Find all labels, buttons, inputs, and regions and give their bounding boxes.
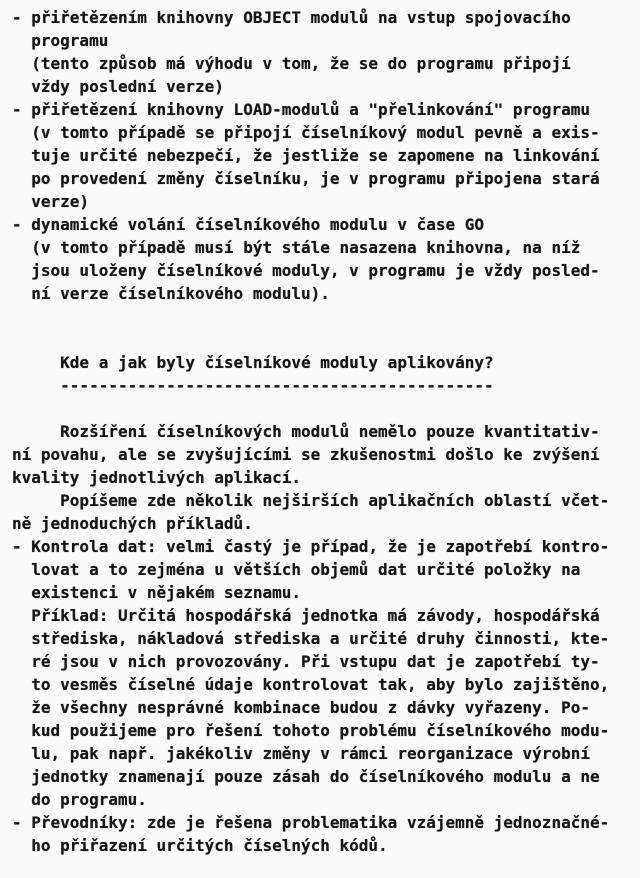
text-line [12, 397, 640, 420]
text-line: Kde a jak byly číselníkové moduly aplikovány? [12, 353, 494, 372]
text-line: - Převodníky: zde je řešena problematika vzájemně jednoznačné- [12, 813, 610, 832]
text-line: lu, pak např. jakékoliv změny v rámci reorganizace výrobní [12, 744, 590, 763]
text-line: kvality jednotlivých aplikací. [12, 468, 301, 487]
text-line: tuje určité nebezpečí, že jestliže se zapomene na linkování [12, 146, 600, 165]
text-line: ré jsou v nich provozovány. Při vstupu dat je zapotřebí ty- [12, 652, 600, 671]
text-line: jsou uloženy číselníkové moduly, v programu je vždy posled- [12, 261, 600, 280]
text-line: kud použijeme pro řešení tohoto problému číselníkového modu- [12, 721, 610, 740]
text-line: to vesměs číselné údaje kontrolovat tak, aby bylo zajištěno, [12, 675, 610, 694]
text-line: programu [12, 31, 109, 50]
text-line: ní verze číselníkového modulu). [12, 284, 330, 303]
text-line: ně jednoduchých příkladů. [12, 514, 253, 533]
text-line: Rozšíření číselníkových modulů nemělo pouze kvantitativ- [12, 422, 600, 441]
text-line: (v tomto případě musí být stále nasazena knihovna, na níž [12, 238, 581, 257]
typewritten-text [12, 6, 640, 857]
text-line: - Kontrola dat: velmi častý je případ, že je zapotřebí kontro- [12, 537, 610, 556]
text-line: že všechny nesprávné kombinace budou z dávky vyřazeny. Po- [12, 698, 590, 717]
text-line: - dynamické volání číselníkového modulu v čase GO [12, 215, 485, 234]
text-line [12, 328, 640, 351]
text-line: Příklad: Určitá hospodářská jednotka má závody, hospodářská [12, 606, 600, 625]
text-line: po provedení změny číselníku, je v programu připojena stará [12, 169, 600, 188]
text-line: existenci v nějakém seznamu. [12, 583, 301, 602]
text-line: vždy poslední verze) [12, 77, 224, 96]
text-line: jednotky znamenají pouze zásah do číselníkového modulu a ne [12, 767, 600, 786]
text-line: do programu. [12, 790, 147, 809]
text-line: --------------------------------------------- [12, 376, 494, 395]
text-line: střediska, nákladová střediska a určité druhy činnosti, kte- [12, 629, 610, 648]
text-line [12, 305, 640, 328]
text-line: - přiřetězení knihovny LOAD-modulů a "přelinkování" programu [12, 100, 590, 119]
text-line: verze) [12, 192, 90, 211]
text-line: ní povahu, ale se zvyšujícími se zkušenostmi došlo ke zvýšení [12, 445, 600, 464]
text-line: Popíšeme zde několik nejširších aplikačních oblastí včet- [12, 491, 610, 510]
text-line: lovat a to zejména u větších objemů dat určité položky na [12, 560, 581, 579]
text-line: - přiřetězením knihovny OBJECT modulů na vstup spojovacího [12, 8, 571, 27]
text-line: (v tomto případě se připojí číselníkový modul pevně a exis- [12, 123, 600, 142]
text-line: ho přiřazení určitých číselných kódů. [12, 836, 388, 855]
text-line: (tento způsob má výhodu v tom, že se do programu připojí [12, 54, 571, 73]
